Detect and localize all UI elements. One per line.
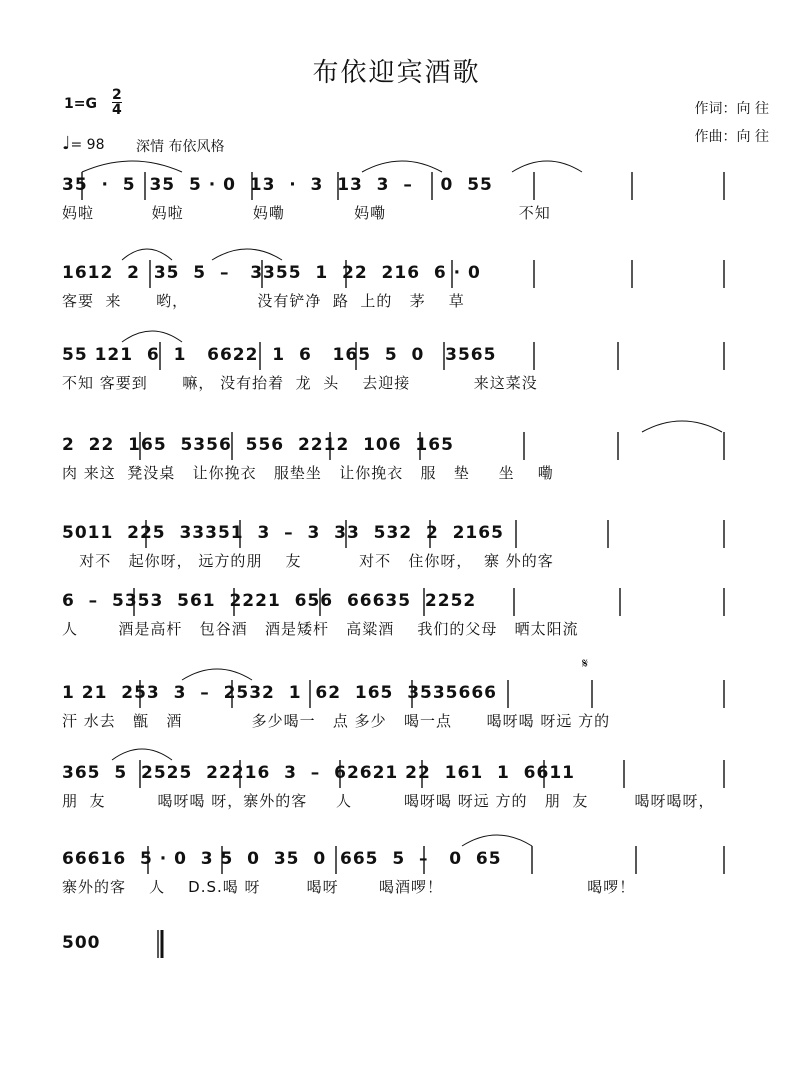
barlines xyxy=(62,760,728,792)
lyrics-line: 朋 友 喝呀喝 呀，寨外的客 人 喝呀喝 呀远 方的 朋 友 喝呀喝呀， xyxy=(62,792,715,810)
slurs xyxy=(62,498,742,524)
barlines xyxy=(62,930,728,962)
slur xyxy=(642,421,722,432)
lyrics-line: 不知 客要到 嘛， 没有抬着 龙 头 去迎接 来这菜没 xyxy=(62,374,538,392)
slur xyxy=(82,161,182,172)
slurs xyxy=(62,824,742,850)
segno-mark: 𝄋 xyxy=(582,656,589,672)
barlines xyxy=(62,432,728,464)
notes-line: 1 21 253 3 – 2532 1 62 165 3535666 xyxy=(62,683,498,703)
composer-credit: 作曲：向 往 xyxy=(694,129,769,145)
notes-line: 6 – 5353 561 2221 656 66635 2252 xyxy=(62,591,477,611)
lyrics-line: 妈啦 妈啦 妈嘞 妈嘞 不知 xyxy=(62,204,551,222)
slurs xyxy=(62,566,742,592)
notes-line: 2 22 165 5356 556 2212 106 165 xyxy=(62,435,454,455)
notes-line: 1612 2 35 5 – 3355 1 22 216 6 · 0 xyxy=(62,263,481,283)
notes-line: 500 xyxy=(62,933,101,953)
slur xyxy=(462,835,532,846)
barlines xyxy=(62,520,728,552)
page-title: 布依迎宾酒歌 xyxy=(312,58,481,88)
slur xyxy=(512,161,582,172)
barlines xyxy=(62,342,728,374)
time-signature-top: 2 xyxy=(112,87,122,103)
barlines xyxy=(62,172,728,204)
barlines xyxy=(62,846,728,878)
notes-line: 66616 5 · 0 3 5 0 35 0 665 5 – 0 65 xyxy=(62,849,502,869)
quarter-note-icon: ♩ xyxy=(62,133,71,154)
slurs xyxy=(62,320,742,346)
slurs xyxy=(62,738,742,764)
lyrics-line: 对不 起你呀， 远方的朋 友 对不 住你呀， 寨 外的客 xyxy=(62,552,554,570)
slurs xyxy=(62,238,742,264)
expression-mark: 深情 布依风格 xyxy=(136,139,225,155)
slur xyxy=(362,161,442,172)
slurs xyxy=(62,150,742,176)
lyrics-line: 汗 水去 甑 酒 多少喝一 点 多少 喝一点 喝呀喝 呀远 方的 xyxy=(62,712,611,730)
slur xyxy=(212,249,282,260)
slur xyxy=(122,249,172,260)
lyrics-line: 人 酒是高杆 包谷酒 酒是矮杆 高粱酒 我们的父母 晒太阳流 xyxy=(62,620,579,638)
notes-line: 55 121 6 1 6622 1 6 165 5 0 3565 xyxy=(62,345,497,365)
barlines xyxy=(62,260,728,292)
slur xyxy=(112,749,172,760)
notes-line: 5011 225 33351 3 – 3 33 532 2 2165 xyxy=(62,523,504,543)
slur xyxy=(122,331,182,342)
slurs xyxy=(62,658,742,684)
lyrics-line: 肉 来这 凳没桌 让你挽衣 服垫坐 让你挽衣 服 垫 坐 嘞 xyxy=(62,464,554,482)
time-signature-bottom: 4 xyxy=(112,102,122,118)
lyrics-line: 寨外的客 人 D.S.喝 呀 喝呀 喝酒啰！ 喝啰！ xyxy=(62,878,636,896)
barlines xyxy=(62,588,728,620)
key-signature: 1=G xyxy=(64,96,97,112)
lyrics-line: 客要 来 哟， 没有铲净 路 上的 茅 草 xyxy=(62,292,465,310)
slur xyxy=(182,669,252,680)
notes-line: 365 5 2525 22216 3 – 62621 22 161 1 6611 xyxy=(62,763,575,783)
time-signature xyxy=(112,88,122,117)
slurs xyxy=(62,410,742,436)
lyricist-credit: 作词：向 往 xyxy=(694,101,769,117)
tempo-value: = 98 xyxy=(70,137,105,153)
notes-line: 35 · 5 35 5 · 0 13 · 3 13 3 – 0 55 xyxy=(62,175,493,195)
barlines xyxy=(62,680,728,712)
slurs xyxy=(62,908,742,934)
